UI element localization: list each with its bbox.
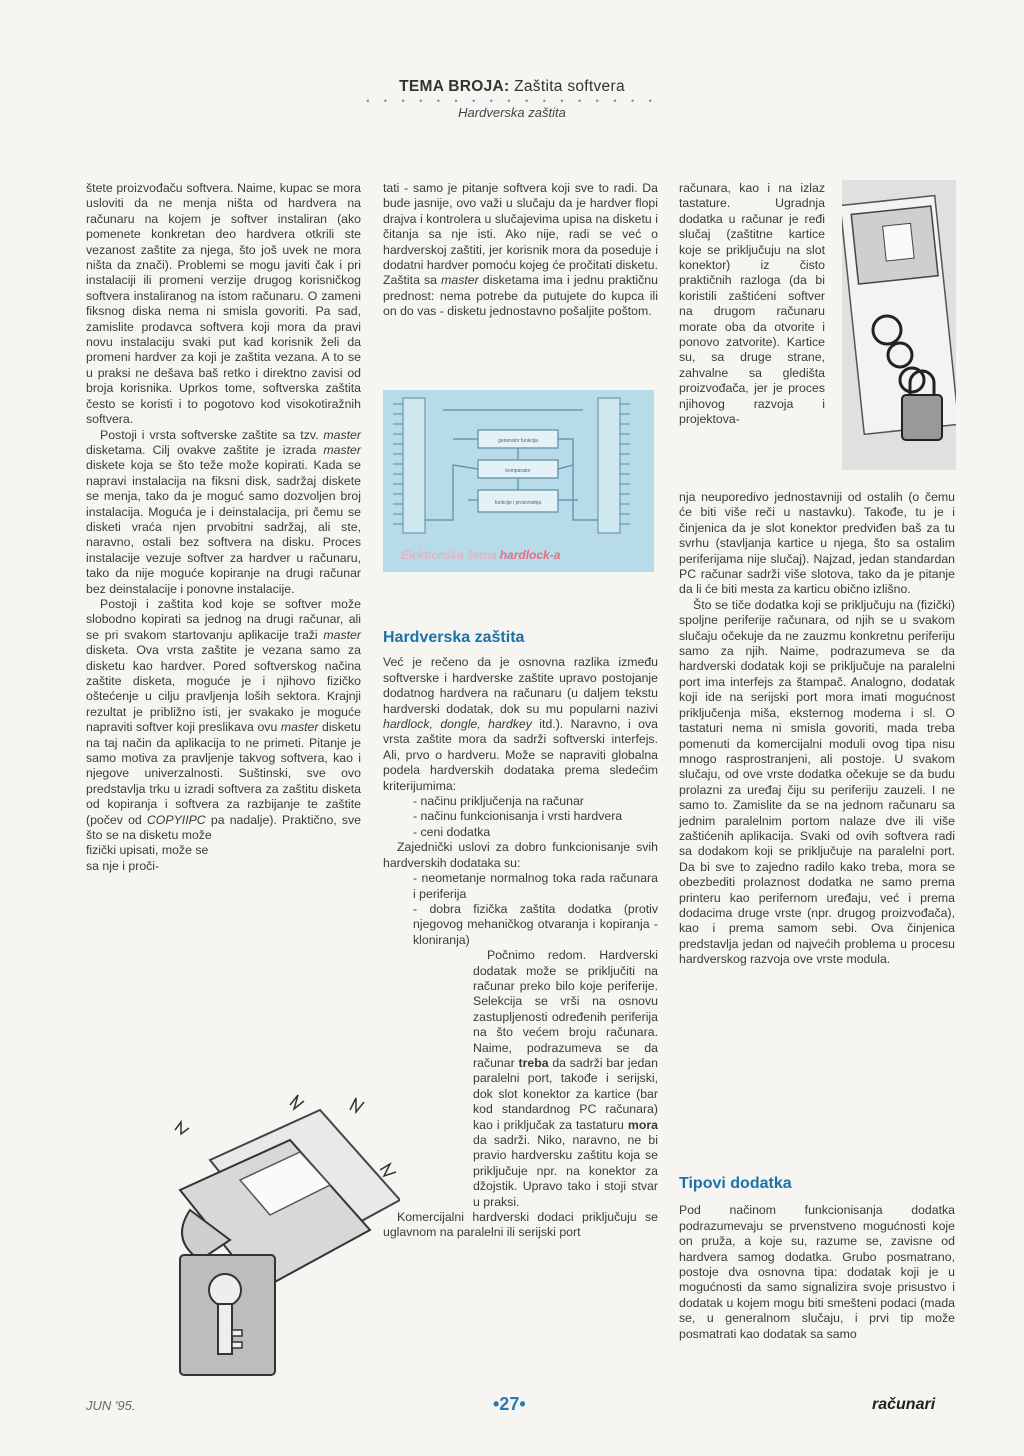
col1-p3-text-b: disketa. Ova vrsta zaštite je vezana samo za disketu kao hardver. Pored softverskog načina zaštite disketa, moguće je i njihovo fizičko oštećenje u cilju pravljenja loših sektora. Krajnji rezultat je približno isti, jer svakako je moguće napraviti softver koji preslikava ovu	[86, 643, 361, 735]
col1-p3-italic-3: COPYIIPC	[146, 812, 206, 827]
schematic-graphic	[383, 390, 654, 572]
col2-p4-text-b: da sadrži bar jedan paralelni port, takođe i serijski, dok slot konektor za kartice (bar kod standardnog PC računara) kao i priključak za tastaturu	[473, 1055, 658, 1132]
page-header	[0, 78, 1024, 120]
col1-p3-italic-1: master	[323, 627, 361, 642]
condition-item-2: - dobra fizička zaštita dodatka (protiv njegovog mehaničkog otvaranja i kopiranja - kloniranja)	[413, 901, 658, 947]
col2-p4-bold-2: mora	[627, 1117, 658, 1132]
col2-p1-text-b: disketama ima i jednu praktičnu prednost: nema potrebe da putujete do kupca ili on do vas - disketu jednostavno pošaljite poštom.	[383, 273, 658, 319]
column-3-top	[679, 181, 825, 428]
col3-paragraph-1-cont: nja neuporedivo jednostavniji od ostalih (o čemu će biti više reči u nastavku). Takođe, tu je i činjenica da je slot konektor predviđen baš za tu svrhu (stavljanja kartice u njega, što sa ostalim periferijama nije slučaj). Najzad, jedan standardan PC računar sadrži više slotova, tako da je pitanje da li će biti mesta za karticu obično izlišno.	[679, 490, 955, 597]
section-heading-hardverska: Hardverska zaštita	[383, 629, 525, 646]
column-2-top	[383, 181, 658, 320]
key-floppy-graphic	[170, 1090, 400, 1390]
criteria-item-2: - načinu funkcionisanja i vrsti hardvera	[413, 809, 623, 824]
col2-p4-text-a: Počnimo redom. Hardverski dodatak može se priključiti na računar preko bilo koje periferije. Selekcija se vrši na osnovu zastupljenosti određenih periferija na što većem broju računara. Naime, podrazumeva se da računar	[473, 948, 658, 1070]
magazine-name: računari	[872, 1396, 936, 1413]
key-floppy-illustration	[170, 1090, 400, 1390]
col2-p1-text-a: tati - samo je pitanje softvera koji sve to radi. Da bude jasnije, ovo važi u slučaju da je hardver flopi drajva i kontrolera u slučajevima upisa na disketu i čitanja sa nje isti. Ako nije, radi se već o hardverskoj zaštiti, jer korisnik mora da poseduje i dodatni hardver pomoću kojeg će pročitati disketu. Zaštita sa	[383, 181, 658, 288]
header-title-bold: TEMA BROJA:	[399, 78, 510, 95]
hardlock-schematic	[383, 390, 654, 572]
col1-paragraph-3	[86, 597, 361, 844]
floppy-lock-graphic	[842, 180, 956, 470]
criteria-item-3: - ceni dodatka	[413, 824, 491, 839]
section-heading-tipovi: Tipovi dodatka	[679, 1175, 792, 1192]
col1-paragraph-2	[86, 428, 361, 597]
diagram-caption	[401, 548, 560, 562]
col3-paragraph-3: Pod načinom funkcionisanja dodatka podrazumevaju se prvenstveno mogućnosti koje on pruža, a koje su, razume se, zavisne od hardvera samog dodatka. Grubo posmatrano, postoje dva osnovna tipa: dodatak koji je u mogućnosti da samo signalizira svoje prisustvo i dodatak u kojem mogu biti smešteni podaci (mada se, u generalnom slučaju, i prvi tip može posmatrati kao dodatak sa samo	[679, 1203, 955, 1341]
col2-paragraph-1	[383, 181, 658, 320]
col2-p2-italic: hardlock, dongle, hardkey	[383, 717, 532, 732]
col1-p2-italic-1: master	[323, 427, 361, 442]
col2-p1-italic: master	[441, 273, 479, 288]
col1-p2-italic-2: master	[323, 442, 361, 457]
header-dots: • • • • • • • • • • • • • • • • •	[366, 96, 658, 106]
col1-p2-text-a: Postoji i vrsta softverske zaštite sa tzv.	[100, 427, 324, 442]
col2-paragraph-2	[383, 655, 658, 794]
col1-line-f: sa nje i proči-	[86, 858, 160, 873]
header-title	[0, 78, 1024, 96]
criteria-item-1: - načinu priključenja na računar	[413, 794, 584, 809]
col2-p4-bold-1: treba	[518, 1055, 549, 1070]
column-3-bottom	[679, 1176, 955, 1342]
col1-paragraph-1: štete proizvođaču softvera. Naime, kupac se mora usloviti da ne menja ništa od hardvera na računaru na kojem je softver instaliran (ako pomenete konkretan deo hardvera otkrili ste vezanost zaštite za njega, što još uvek ne mora ništa da znači). Problemi se mogu javiti čak i pri instalaciji ili promeni verzije drugog korisničkog softvera instaliranog na istom računaru. O zameni fiksnog diska nema ni smisla govoriti. Pa sad, zamislite prodavca softvera koji mora da pravi novu instalaciju svaki put kad korisnik želi da promeni hardver za koji je zaštita vezana. A to se u praksi ne dešava baš retko i direktno zavisi od broja korisnika. Uprkos tome, softverska zaštita često se koristi i to pogotovo kod visokotiražnih softvera.	[86, 181, 361, 427]
col2-p4-text-c: da sadrži. Niko, naravno, ne bi pravio hardversku zaštitu koja se priključuje npr. na konektor za džojstik. Upravo tako i stoji stvar u praksi.	[473, 1133, 658, 1209]
caption-bold: hardlock-a	[499, 548, 561, 562]
col3-paragraph-1: računara, kao i na izlaz tastature. Ugradnja dodatka u računar je ređi slučaj (zaštitne kartice koje se priključuju na slot konektor) iz čisto praktičnih razloga (da bi koristili zaštićeni softver na drugom računaru morate oba da otvorite i ponovo zatvorite). Kartice su, sa druge strane, zahvalne sa gledišta proizvođača, jer je proces njihovog razvoja i projektova-	[679, 181, 825, 427]
diagram-label-1: generator funkcija	[498, 438, 538, 444]
col2-paragraph-5: Komercijalni hardverski dodaci priključuju se uglavnom na paralelni ili serijski port	[383, 1210, 658, 1240]
floppy-lock-illustration	[842, 180, 956, 470]
col1-line-e: fizički upisati, može se	[86, 843, 209, 858]
header-subtitle: Hardverska zaštita	[458, 105, 566, 120]
footer-date: JUN '95.	[86, 1398, 136, 1413]
col2-paragraph-3: Zajednički uslovi za dobro funkcionisanje svih hardverskih dodataka su:	[383, 840, 658, 870]
col1-p3-text-a: Postoji i zaštita kod koje se softver može slobodno kopirati sa jednog na drugi računar, ali se pri svakom startovanju aplikacije traži	[86, 596, 361, 642]
col1-p3-text-c: disketu na taj način da aplikacija to ne primeti. Pitanje je samo motiva za pravljenje takvog softvera, kao i njegove univerzalnosti. Suštinski, sve ovo predstavlja trku u izradi softvera za zaštitu disketa od kopiranja i softvera za razbijanje te zaštite (počev od	[86, 720, 361, 827]
col1-p2-text-b: disketama. Cilj ovakve zaštite je izrada	[86, 442, 324, 457]
col2-p2-text-a: Već je rečeno da je osnovna razlika između softverske i hardverske zaštite upravo postojanje dodatnog hardvera na računaru (u daljem tekstu hardverski dodatak, dok su mu popularni nazivi	[383, 655, 658, 716]
col2-p2-text-b: itd.). Naravno, i ova vrsta zaštite mora da sadrži softverski interfejs. Ali, prvo o hardveru. Može se napraviti globalna podela hardverskih dodataka prema sledećim kriterijumima:	[383, 717, 658, 793]
condition-item-1: - neometanje normalnog toka rada računara i periferija	[413, 871, 658, 901]
col3-paragraph-2: Što se tiče dodatka koji se priključuju na (fizički) spoljne periferije računara, od njih se u svakom slučaju očekuje da ne zauzmu konkretnu periferiju samo za njih. Naime, podrazumeva se da hardverski dodatak koji se priključuje na paralelni port ima interfejs za štampač. Analogno, dodatak koji ide na serijski port mora imati mogućnost priključenja miša, eksternog modema i sl. O tastaturi nema ni smisla govoriti, mada treba pomenuti da komercijalni moduli ovog tipa nisu mnogo rasprostranjeni, ali postoje. U svakom slučaju, od ove vrste dodatka očekuje se da budu prolazni za uređaj čiju su periferiju zauzeli. I ne samo to. Zamislite da se na jednom računaru sa jednim paralelnim portom nalaze dve ili više zaštićenih aplikacija. Svaki od ovih softvera radi sa dodakom koji se priključuje na paralelni port. Da bi sve to zajedno radilo kako treba, mora se obezbediti prolaznost dodatka ne samo prema printeru kao perifernom uređaju, već i prema dodacima druge vrste (npr. drugog proizvođača), kao i prema samom sebi. Ova činjenica predstavlja jedan od najvećih problema u procesu hardverskog razvoja ove vrste modula.	[679, 597, 955, 967]
col1-p2-text-c: diskete koja se što teže može kopirati. Kada se napravi instalacija na fiksni disk, sadržaj diskete se menja, tako da je moguć samo dozvoljen broj instalacija. Moguća je i deinstalacija, pri čemu se disketi vraća njen prvobitni sadržaj, ali ste, naravno, ostali bez softvera na disku. Proces instalacije vezuje softver za hardver u računaru, tako da nije moguće kopiranje na drugi računar bez deinstalacije i ponovne instalacije.	[86, 458, 361, 596]
diagram-label-3: funkcije i proizvodnja	[494, 500, 542, 506]
page-number: •27•	[493, 1394, 526, 1414]
col1-p3-text-d: pa nadalje). Praktično, sve što se na disketu može	[86, 812, 362, 843]
caption-text: Elektronska šema	[401, 548, 500, 562]
column-2-bottom	[383, 630, 658, 1241]
col1-p3-italic-2: master	[280, 720, 319, 735]
column-1	[86, 181, 361, 874]
column-3	[679, 490, 955, 968]
header-title-rest: Zaštita softvera	[509, 78, 625, 95]
diagram-label-2: komparator	[505, 468, 531, 474]
col2-paragraph-4	[473, 948, 658, 1210]
